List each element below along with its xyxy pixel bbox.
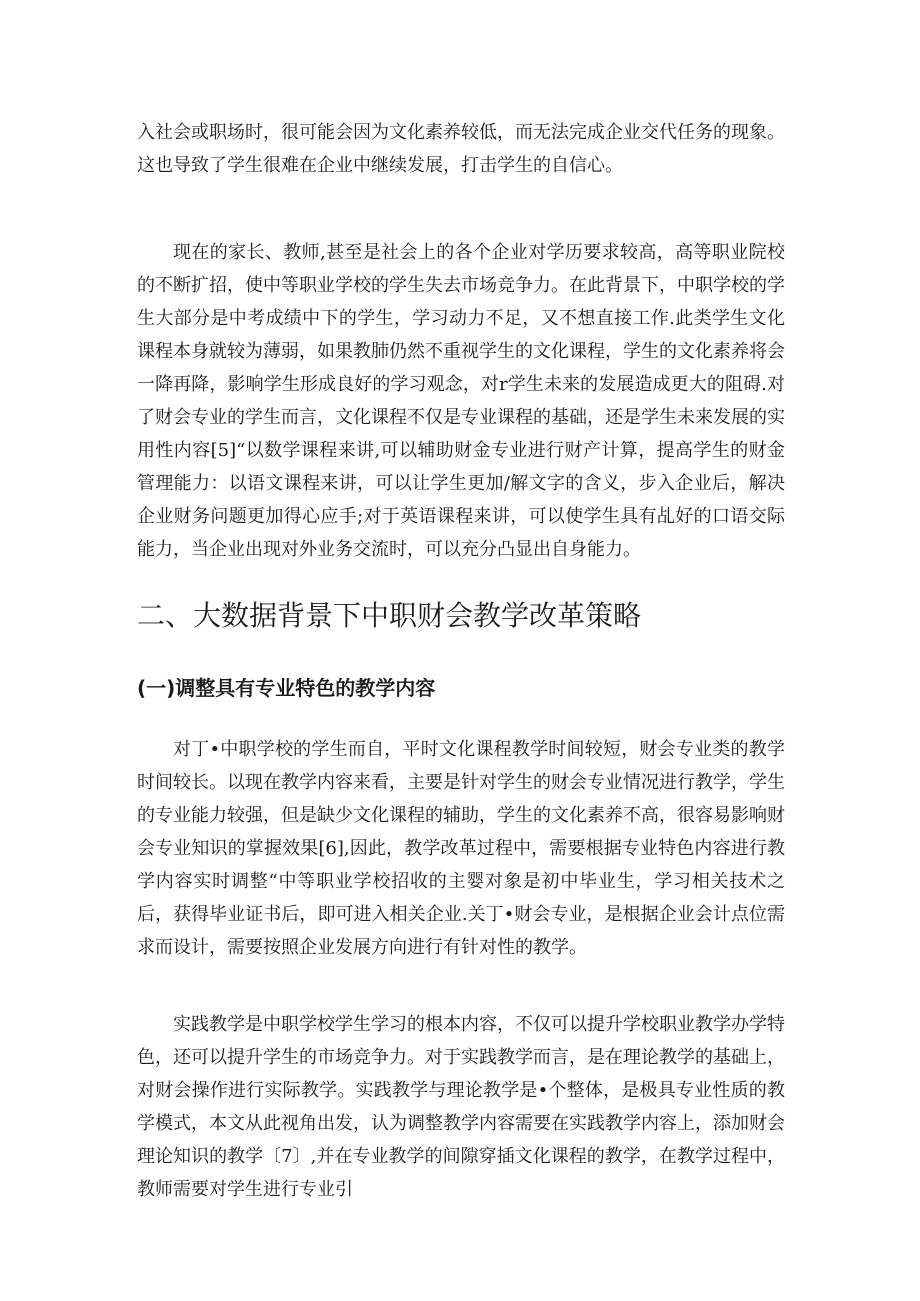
section-heading: 二、大数据背景下中职财会教学改革策略 — [137, 599, 642, 632]
subsection-heading: (一)调整具有专业特色的教学内容 — [137, 676, 436, 700]
body-paragraph: 实践教学是中职学校学生学习的根本内容，不仅可以提升学校职业教学办学特色，还可以提升学生的市场竞争力。对于实践教学而言，是在理论教学的基础上，对财会操作进行实际教学。实践教学与理论教学是•个整体，是极具专业性质的教学模式，本文从此视角出发，认为调整教学内容需要在实践教学内容上，添加财会理论知识的教学〔7〕,并在专业教学的间隙穿插文化课程的教学，在教学过程中，教师需要对学生进行专业引 — [137, 1014, 785, 1200]
body-paragraph: 现在的家长、教师,甚至是社会上的各个企业对学历要求较高，高等职业院校的不断扩招，使中等职业学校的学生失去市场竞争力。在此背景下，中职学校的学生大部分是中考成绩中下的学生，学习动力不足，又不想直接工作.此类学生文化课程本身就较为薄弱，如果教肺仍然不重视学生的文化课程，学生的文化素养将会一降再降，影响学生形成良好的学习观念，对r学生未来的发展造成更大的阻碍.对了财会专业的学生而言，文化课程不仅是专业课程的基础，还是学生未来发展的实用性内容[5]“以数学课程来讲,可以辅助财金专业进行财产计算，提高学生的财金管理能力：以语文课程来讲，可以让学生更加/解文字的含义，步入企业后，解决企业财务问题更加得心应手;对于英语课程来讲，可以使学生具有乩好的口语交际能力，当企业出现对外业务交流时，可以充分凸显出自身能力。 — [137, 242, 785, 560]
body-paragraph: 入社会或职场时，很可能会因为文化素养较低，而无法完成企业交代任务的现象。这也导致了学生很难在企业中继续发展，打击学生的自信心。 — [137, 122, 785, 176]
body-paragraph: 对丁•中职学校的学生而自，平时文化课程教学时间较短，财会专业类的教学时间较长。以现在教学内容来看，主要是针对学生的财会专业情况进行教学，学生的专业能力较强，但是缺少文化课程的辅助，学生的文化素养不高，很容易影响财会专业知识的掌握效果[6],因此，教学改革过程中，需要根据专业特色内容进行教学内容实时调整“中等职业学校招收的主婴对象是初中毕业生，学习相关技术之后，获得毕业证书后，即可进入相关企业.关丁•财会专业，是根据企业会计点位需求而设计，需要按照企业发展方向进行有针对性的教学。 — [137, 739, 785, 958]
